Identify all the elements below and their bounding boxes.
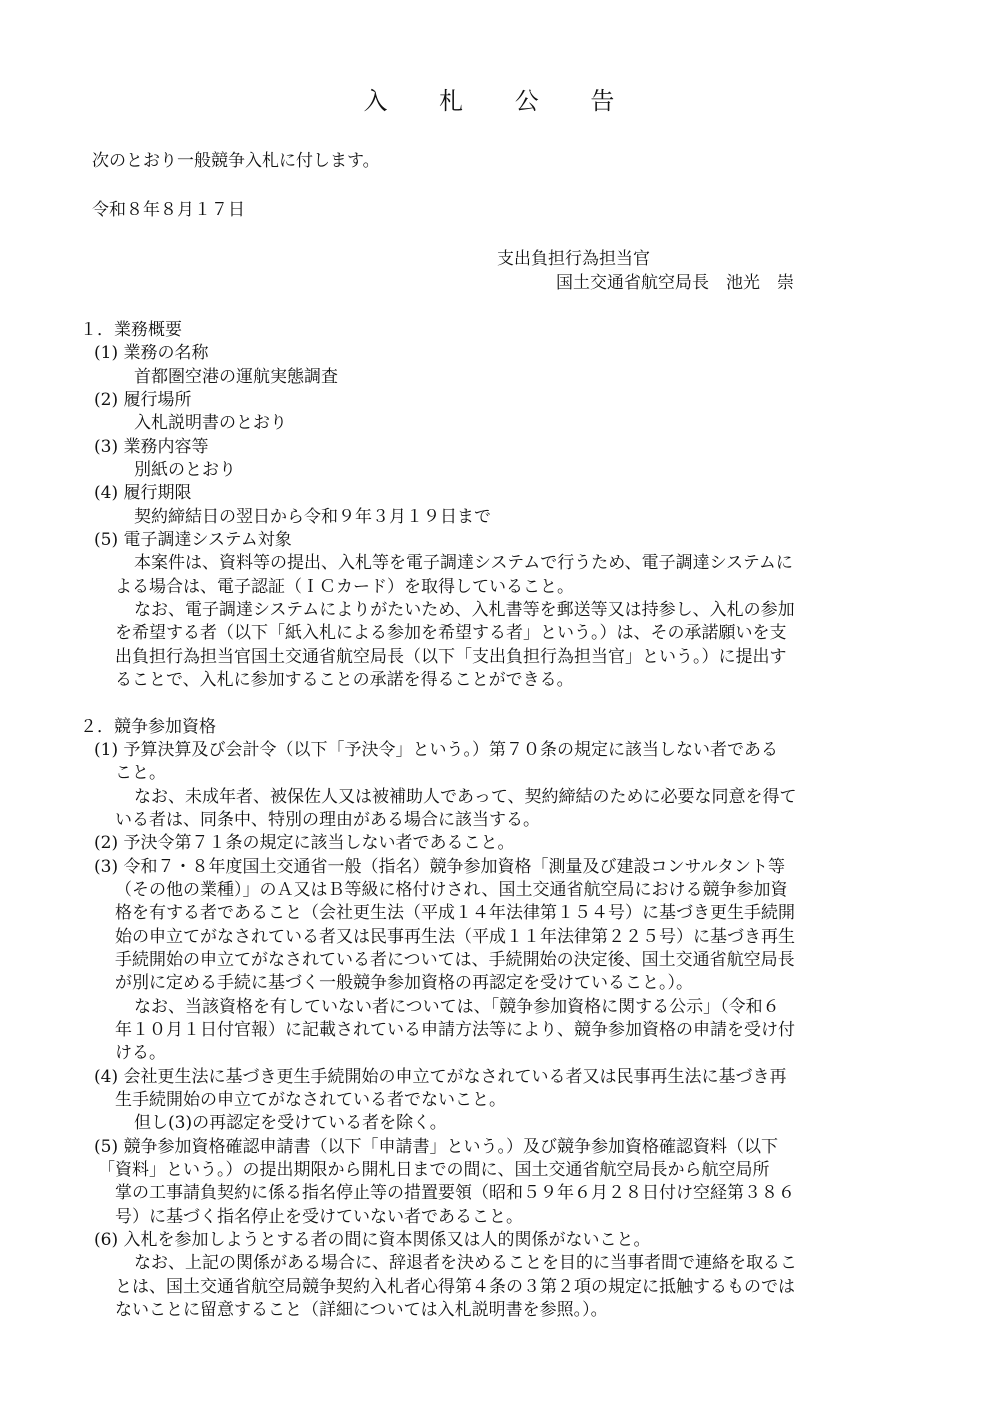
s2-item-1-text: いる者は、同条中、特別の理由がある場合に該当する。: [115, 810, 540, 830]
s1-item-5-text: を希望する者（以下「紙入札による参加を希望する者」という。）は、その承諾願いを支: [115, 623, 787, 643]
issuer-name: 国土交通省航空局長 池光 崇: [556, 273, 794, 293]
s2-item-3-text: （その他の業種）」のＡ又はＢ等級に格付けされ、国土交通省航空局における競争参加資: [115, 880, 788, 900]
s2-item-6-text: とは、国土交通省航空局競争契約入札者心得第４条の３第２項の規定に抵触するものでは: [115, 1277, 795, 1297]
section-2-heading: ２．競争参加資格: [80, 717, 216, 737]
s2-item-5-text: 号）に基づく指名停止を受けていない者であること。: [115, 1207, 523, 1227]
s2-item-4-text: 生手続開始の申立てがなされている者でないこと。: [115, 1090, 506, 1110]
s2-item-6-text: (6) 入札を参加しようとする者の間に資本関係又は人的関係がないこと。: [94, 1230, 651, 1250]
s2-item-3-text: なお、当該資格を有していない者については、「競争参加資格に関する公示」（令和６: [134, 997, 780, 1017]
s2-item-6-text: なお、上記の関係がある場合に、辞退者を決めることを目的に当事者間で連絡を取るこ: [134, 1253, 797, 1273]
s2-item-2-text: (2) 予決令第７１条の規定に該当しない者であること。: [94, 833, 515, 853]
s1-item-5-heading: (5) 電子調達システム対象: [94, 530, 292, 550]
s1-item-5-text: ることで、入札に参加することの承諾を得ることができる。: [115, 670, 574, 690]
s1-item-1-heading: (1) 業務の名称: [94, 343, 209, 363]
s2-item-4-text: 但し(3)の再認定を受けている者を除く。: [134, 1113, 447, 1133]
s2-item-1-text: こと。: [115, 763, 166, 783]
s1-item-1-body: 首都圏空港の運航実態調査: [134, 367, 338, 387]
s2-item-5-text: 「資料」という。）の提出期限から開札日までの間に、国土交通省航空局長から航空局所: [98, 1160, 770, 1180]
s2-item-3-text: ける。: [115, 1043, 166, 1063]
document-title: 入 札 公 告: [363, 87, 637, 115]
s2-item-5-text: (5) 競争参加資格確認申請書（以下「申請書」という。）及び競争参加資格確認資料（以下: [94, 1137, 778, 1157]
section-1-heading: １．業務概要: [80, 320, 182, 340]
issuer-role: 支出負担行為担当官: [497, 249, 650, 269]
s2-item-5-text: 掌の工事請負契約に係る指名停止等の措置要領（昭和５９年６月２８日付け空経第３８６: [115, 1183, 795, 1203]
s2-item-3-text: が別に定める手続に基づく一般競争参加資格の再認定を受けていること。）。: [115, 973, 693, 993]
s2-item-3-text: 手続開始の申立てがなされている者については、手続開始の決定後、国土交通省航空局長: [115, 950, 795, 970]
intro-text: 次のとおり一般競争入札に付します。: [92, 151, 380, 171]
s2-item-1-text: (1) 予算決算及び会計令（以下「予決令」という。）第７０条の規定に該当しない者である: [94, 740, 778, 760]
s2-item-3-text: (3) 令和７・８年度国土交通省一般（指名）競争参加資格「測量及び建設コンサルタント等: [94, 857, 785, 877]
s2-item-3-text: 格を有する者であること（会社更生法（平成１４年法律第１５４号）に基づき更生手続開: [115, 903, 795, 923]
s2-item-3-text: 始の申立てがなされている者又は民事再生法（平成１１年法律第２２５号）に基づき再生: [115, 927, 795, 947]
s1-item-5-text: なお、電子調達システムによりがたいため、入札書等を郵送等又は持参し、入札の参加: [134, 600, 795, 620]
s2-item-3-text: 年１０月１日付官報）に記載されている申請方法等により、競争参加資格の申請を受け付: [115, 1020, 795, 1040]
s1-item-2-heading: (2) 履行場所: [94, 390, 192, 410]
s1-item-3-heading: (3) 業務内容等: [94, 437, 209, 457]
s1-item-4-heading: (4) 履行期限: [94, 483, 192, 503]
notice-date: 令和８年８月１７日: [92, 200, 245, 220]
s1-item-5-text: よる場合は、電子認証（ＩＣカード）を取得していること。: [115, 577, 574, 597]
s1-item-2-body: 入札説明書のとおり: [134, 413, 287, 433]
s1-item-4-body: 契約締結日の翌日から令和９年３月１９日まで: [134, 507, 491, 527]
s1-item-3-body: 別紙のとおり: [134, 460, 236, 480]
s2-item-6-text: ないことに留意すること（詳細については入札説明書を参照。）。: [115, 1300, 608, 1320]
s1-item-5-text: 出負担行為担当官国土交通省航空局長（以下「支出負担行為担当官」という。）に提出す: [115, 647, 787, 667]
s2-item-4-text: (4) 会社更生法に基づき更生手続開始の申立てがなされている者又は民事再生法に基づき再: [94, 1067, 787, 1087]
s2-item-1-text: なお、未成年者、被保佐人又は被補助人であって、契約締結のために必要な同意を得て: [134, 787, 797, 807]
s1-item-5-text: 本案件は、資料等の提出、入札等を電子調達システムで行うため、電子調達システムに: [134, 553, 793, 573]
